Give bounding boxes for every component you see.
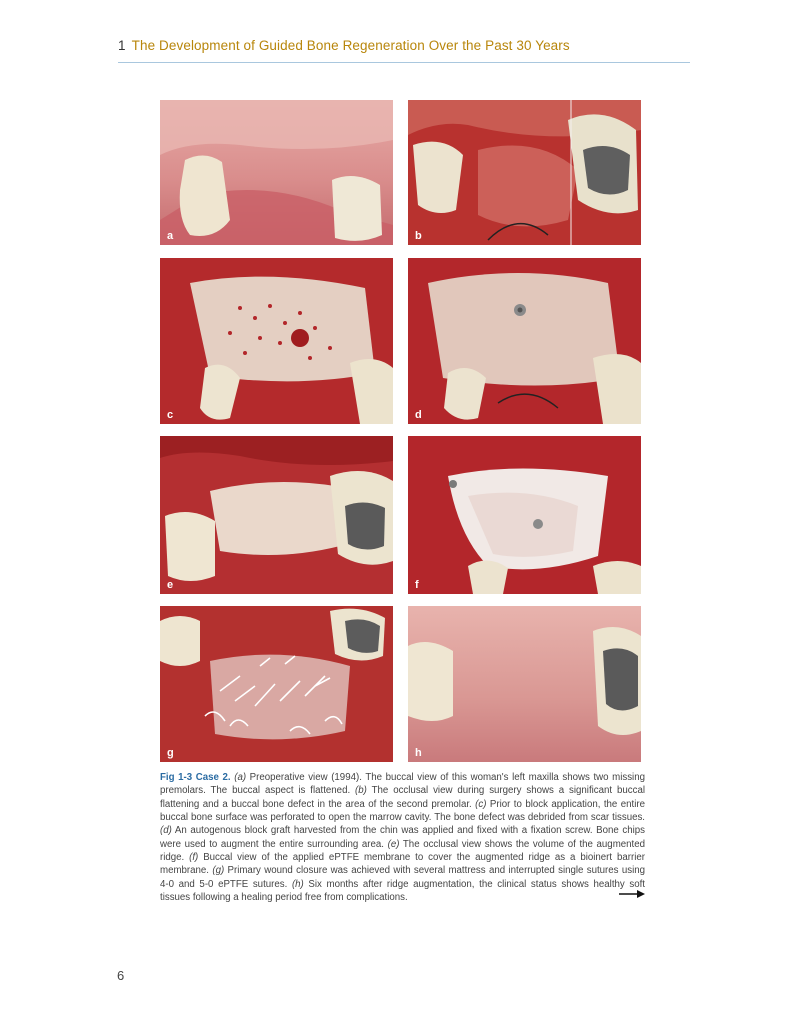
header-rule bbox=[118, 62, 690, 63]
caption-text-f: Buccal view of the applied ePTFE membrane to cover the augmented ridge as a bioinert barrier membrane. bbox=[160, 852, 645, 877]
chapter-title: The Development of Guided Bone Regeneration Over the Past 30 Years bbox=[131, 38, 570, 53]
chapter-number: 1 bbox=[118, 38, 126, 53]
figure-caption bbox=[160, 771, 645, 904]
photo-label-f: f bbox=[415, 579, 419, 591]
caption-text-e: The occlusal view shows the volume of the augmented ridge. bbox=[160, 838, 646, 864]
photo-f bbox=[408, 436, 641, 594]
caption-tag-f: (f) bbox=[189, 852, 199, 864]
photo-label-e: e bbox=[167, 579, 174, 591]
photo-g bbox=[160, 606, 393, 762]
photo-label-a: a bbox=[167, 230, 174, 242]
photo-h bbox=[408, 606, 641, 762]
caption-text-h: Six months after ridge augmentation, the clinical status shows healthy soft tissues following a healing period free from complications. bbox=[160, 878, 645, 904]
photo-g-image bbox=[160, 606, 393, 762]
case-label: Case 2. bbox=[195, 772, 231, 783]
caption-text-b: The occlusal view during surgery shows a significant buccal flattening and a buccal bone defect in the area of the second premolar. bbox=[160, 785, 645, 810]
photo-b-image bbox=[408, 100, 641, 245]
caption-text-a: Preoperative view (1994). The buccal view of this woman's left maxilla shows two missing premolars. The buccal aspect is flattened. bbox=[160, 772, 645, 797]
photo-label-d: d bbox=[415, 409, 422, 421]
photo-label-h: h bbox=[415, 747, 422, 759]
photo-d-image bbox=[408, 258, 641, 424]
photo-c-image bbox=[160, 258, 393, 424]
figure-label: Fig 1-3 bbox=[160, 772, 193, 783]
right-arrow-icon bbox=[619, 889, 645, 899]
caption-tag-h: (h) bbox=[291, 878, 304, 890]
caption-tag-c: (c) bbox=[475, 798, 487, 810]
caption-tag-g: (g) bbox=[212, 865, 225, 877]
caption-tag-e: (e) bbox=[387, 838, 400, 850]
caption-tag-a: (a) bbox=[234, 772, 247, 783]
photo-c bbox=[160, 258, 393, 424]
caption-tag-b: (b) bbox=[355, 785, 367, 797]
running-head bbox=[118, 38, 570, 53]
photo-f-image bbox=[408, 436, 641, 594]
caption-text-d: An autogenous block graft harvested from the chin was applied and fixed with a fixation screw. Bone chips were used to augment the entire surrounding area. bbox=[160, 825, 645, 850]
photo-b bbox=[408, 100, 641, 245]
photo-label-g: g bbox=[167, 747, 174, 759]
photo-d bbox=[408, 258, 641, 424]
photo-a-image bbox=[160, 100, 393, 245]
photo-label-b: b bbox=[415, 230, 422, 242]
page-number: 6 bbox=[117, 968, 125, 983]
photo-e bbox=[160, 436, 393, 594]
caption-tag-d: (d) bbox=[160, 825, 172, 837]
photo-e-image bbox=[160, 436, 393, 594]
photo-h-image bbox=[408, 606, 641, 762]
caption-text-c: Prior to block application, the entire buccal bone surface was perforated to open the marrow cavity. The bone defect was debrided from scar tissues. bbox=[160, 798, 645, 824]
photo-a bbox=[160, 100, 393, 245]
photo-label-c: c bbox=[167, 409, 174, 421]
caption-text-g: Primary wound closure was achieved with several mattress and interrupted single sutures using 4-0 and 5-0 ePTFE sutures. bbox=[160, 865, 646, 890]
